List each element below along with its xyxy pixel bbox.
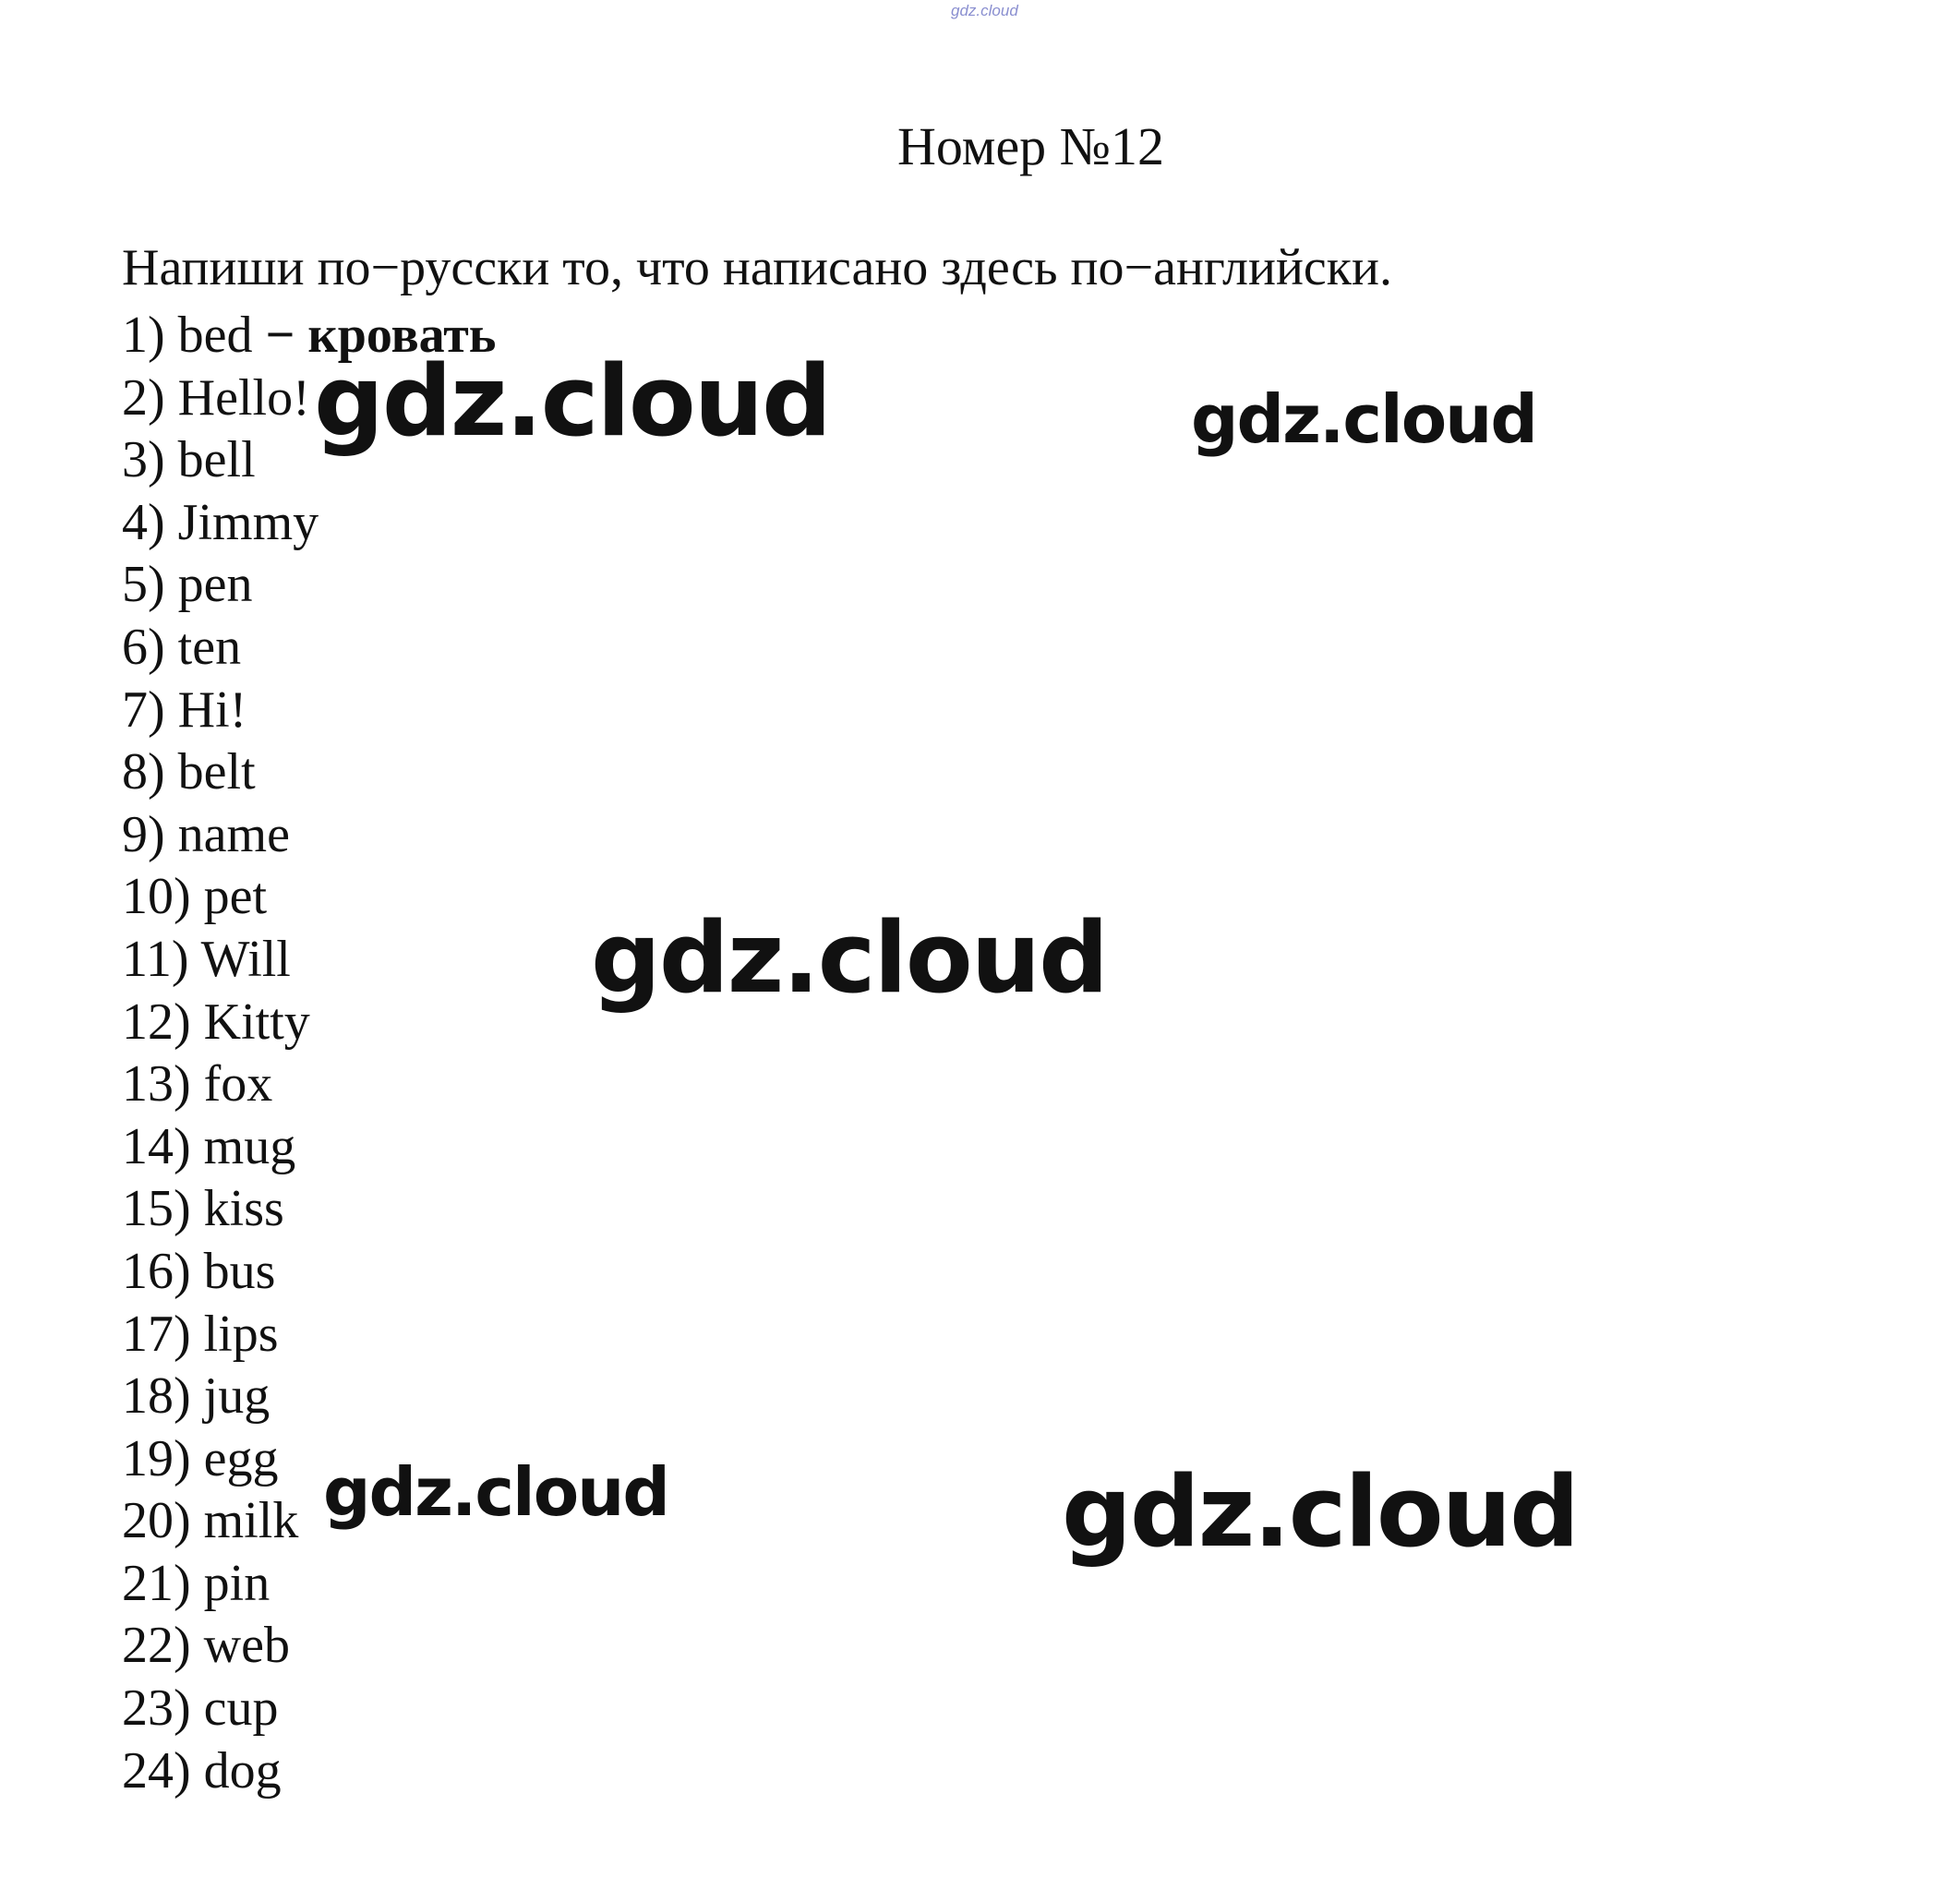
item-word: milk <box>203 1492 299 1550</box>
item-number: 5) <box>122 556 165 614</box>
list-item <box>122 1116 496 1179</box>
watermark: gdz.cloud <box>1191 380 1536 458</box>
list-item <box>122 1053 496 1116</box>
item-word: ten <box>177 618 242 676</box>
word-list <box>122 305 496 1802</box>
list-item <box>122 1740 496 1803</box>
top-watermark: gdz.cloud <box>951 2 1018 19</box>
item-answer: − кровать <box>265 307 497 364</box>
list-item <box>122 866 496 929</box>
list-item <box>122 1553 496 1616</box>
item-word: cup <box>203 1679 279 1738</box>
list-item <box>122 1304 496 1366</box>
item-number: 18) <box>122 1367 191 1426</box>
item-word: Kitty <box>203 993 310 1051</box>
item-number: 21) <box>122 1554 191 1612</box>
item-word: name <box>177 805 290 863</box>
item-word: pin <box>203 1554 271 1612</box>
item-number: 1) <box>122 307 165 364</box>
item-word: bed <box>177 307 253 364</box>
item-word: Hi! <box>177 680 247 739</box>
item-number: 3) <box>122 431 165 489</box>
item-number: 11) <box>122 930 189 988</box>
item-word: mug <box>203 1117 296 1175</box>
list-item <box>122 1615 496 1678</box>
item-number: 12) <box>122 993 191 1051</box>
task-instruction: Напиши по−русски то, что написано здесь по−английски. <box>122 239 1392 296</box>
watermark: gdz.cloud <box>1062 1455 1579 1569</box>
item-word: belt <box>177 743 256 801</box>
item-number: 16) <box>122 1242 191 1300</box>
item-word: bell <box>177 431 256 489</box>
item-word: web <box>203 1617 290 1675</box>
list-item <box>122 741 496 804</box>
watermark: gdz.cloud <box>314 344 831 458</box>
item-word: bus <box>203 1242 276 1300</box>
item-number: 22) <box>122 1617 191 1675</box>
list-item <box>122 1366 496 1428</box>
list-item <box>122 1678 496 1740</box>
list-item <box>122 804 496 867</box>
item-word: Jimmy <box>177 493 319 551</box>
item-number: 4) <box>122 493 165 551</box>
item-number: 24) <box>122 1741 191 1800</box>
item-number: 10) <box>122 868 191 926</box>
item-number: 7) <box>122 680 165 739</box>
list-item <box>122 554 496 617</box>
item-word: Hello! <box>177 368 310 427</box>
watermark: gdz.cloud <box>323 1453 668 1531</box>
item-word: lips <box>203 1305 279 1363</box>
item-number: 8) <box>122 743 165 801</box>
item-number: 13) <box>122 1055 191 1114</box>
item-number: 2) <box>122 368 165 427</box>
list-item <box>122 1241 496 1304</box>
item-number: 20) <box>122 1492 191 1550</box>
item-number: 6) <box>122 618 165 676</box>
item-number: 14) <box>122 1117 191 1175</box>
item-number: 19) <box>122 1429 191 1487</box>
item-number: 15) <box>122 1180 191 1238</box>
watermark: gdz.cloud <box>591 901 1108 1015</box>
item-number: 9) <box>122 805 165 863</box>
item-word: pen <box>177 556 253 614</box>
item-word: fox <box>203 1055 273 1114</box>
list-item <box>122 1178 496 1241</box>
list-item <box>122 617 496 680</box>
list-item <box>122 992 496 1054</box>
list-item <box>122 680 496 742</box>
item-word: jug <box>203 1367 271 1426</box>
list-item <box>122 492 496 555</box>
item-word: egg <box>203 1429 279 1487</box>
item-word: kiss <box>203 1180 284 1238</box>
item-word: dog <box>203 1741 282 1800</box>
list-item <box>122 929 496 992</box>
item-word: Will <box>200 930 291 988</box>
item-number: 23) <box>122 1679 191 1738</box>
page-title: Номер №12 <box>896 116 1165 176</box>
item-number: 17) <box>122 1305 191 1363</box>
item-word: pet <box>203 868 268 926</box>
